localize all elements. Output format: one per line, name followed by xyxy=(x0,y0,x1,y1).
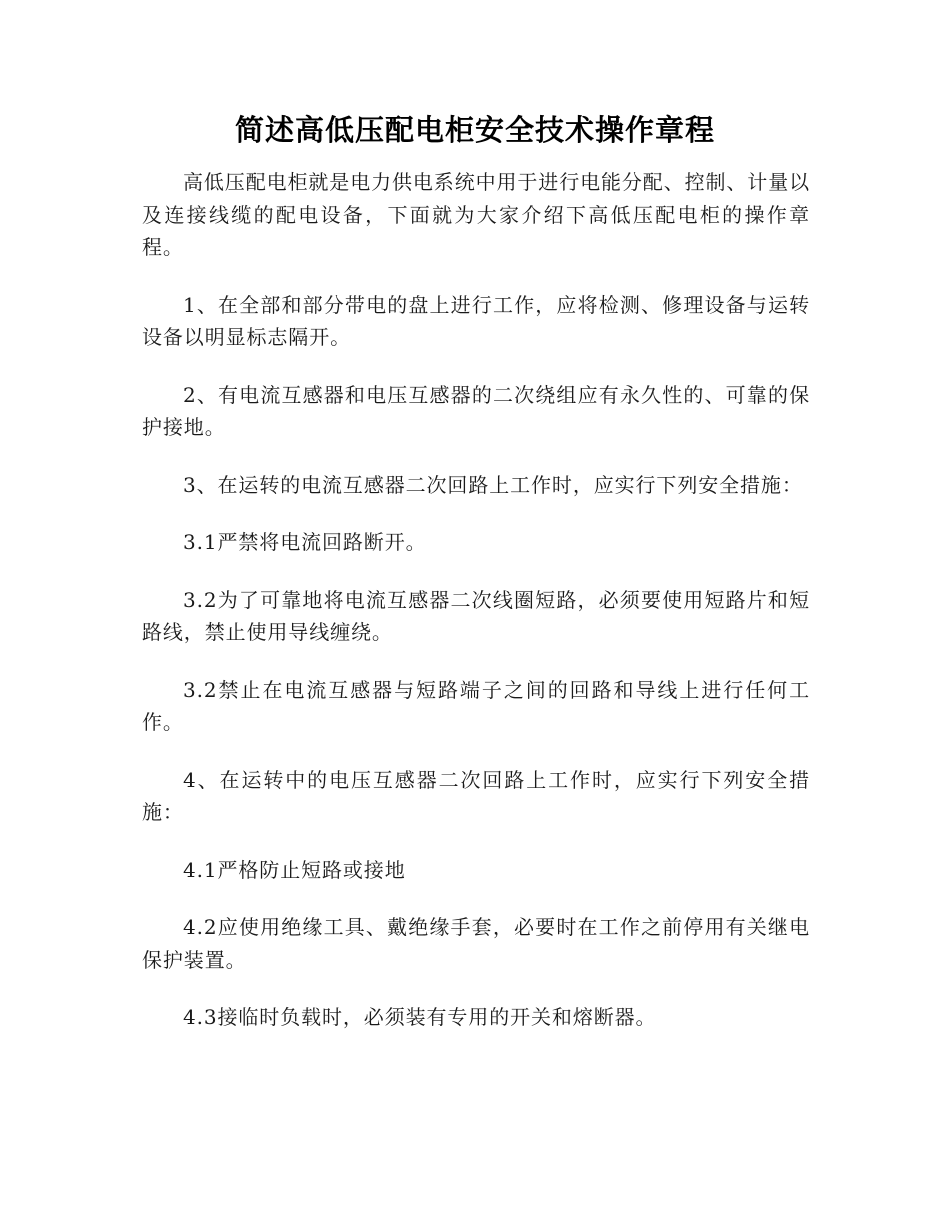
paragraph-item-1: 1、在全部和部分带电的盘上进行工作，应将检测、修理设备与运转设备以明显标志隔开。 xyxy=(142,292,810,349)
paragraph-intro: 高低压配电柜就是电力供电系统中用于进行电能分配、控制、计量以及连接线缆的配电设备，下面就为大家介绍下高低压配电柜的操作章程。 xyxy=(142,170,810,259)
paragraph-item-4: 4、在运转中的电压互感器二次回路上工作时，应实行下列安全措施： xyxy=(142,767,810,824)
paragraph-item-3: 3、在运转的电流互感器二次回路上工作时，应实行下列安全措施： xyxy=(183,472,803,497)
paragraph-item-4-2: 4.2应使用绝缘工具、戴绝缘手套，必要时在工作之前停用有关继电保护装置。 xyxy=(142,915,810,972)
paragraph-item-3-1: 3.1严禁将电流回路断开。 xyxy=(183,530,427,554)
paragraph-item-2: 2、有电流互感器和电压互感器的二次绕组应有永久性的、可靠的保护接地。 xyxy=(142,382,810,439)
document-body xyxy=(142,166,810,1059)
document-title: 简述高低压配电柜安全技术操作章程 xyxy=(234,113,715,147)
paragraph-item-3-2b: 3.2禁止在电流互感器与短路端子之间的回路和导线上进行任何工作。 xyxy=(142,677,810,734)
paragraph-item-3-2: 3.2为了可靠地将电流互感器二次线圈短路，必须要使用短路片和短路线，禁止使用导线缠绕。 xyxy=(142,587,810,644)
paragraph-item-4-3: 4.3接临时负载时，必须装有专用的开关和熔断器。 xyxy=(183,1005,657,1029)
paragraph-item-4-1: 4.1严格防止短路或接地 xyxy=(183,857,406,882)
